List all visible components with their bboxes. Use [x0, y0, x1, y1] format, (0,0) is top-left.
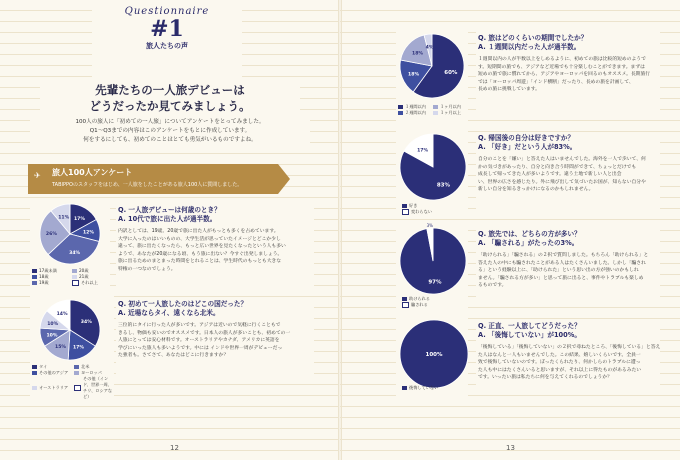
pie-label: 18%: [408, 72, 420, 78]
pie-label: 60%: [444, 70, 458, 77]
legend-item: ２週間以内: [398, 110, 433, 116]
pie-svg: [38, 202, 102, 266]
legend-swatch: [402, 209, 409, 215]
q5-answer: A. 「騙される」がたったの3%。: [478, 239, 579, 247]
pie-label: 3%: [426, 223, 433, 229]
pie-label: 17%: [72, 345, 84, 351]
pie-label: 4%: [425, 45, 434, 51]
q3-block: [478, 34, 662, 94]
banner-arrow: [278, 164, 290, 194]
legend-swatch: [32, 269, 37, 273]
legend-item: 20歳: [72, 268, 112, 274]
q6-block: [478, 322, 662, 382]
legend-item: 騙される: [402, 302, 462, 308]
help-legend: [402, 296, 462, 308]
pie-label: 12%: [82, 230, 94, 236]
legend-item: 助けられる: [402, 296, 462, 302]
q6-question: Q. 正直、一人旅してどうだった？: [478, 322, 581, 330]
legend-swatch: [74, 385, 81, 391]
legend-item: １ヶ月以上: [433, 110, 468, 116]
q4-question: Q. 帰国後の自分は好きですか？: [478, 134, 575, 142]
page-number: 13: [506, 444, 515, 452]
plane-icon: ✈: [34, 171, 41, 180]
header-word: Questionnaire: [124, 6, 210, 17]
pie-svg: [398, 132, 468, 202]
pie-label: 100%: [425, 352, 443, 358]
q3-answer: A. １週間以内だった人が過半数。: [478, 43, 581, 51]
q1-body: 内訳としては、19歳、20歳で旅に出た人がもっとも多くを占めています。 大学に入ったのはいいものの、大学生活が思っていたイメージとどこか少し 違って、旅に出たくなったら、もっと広い世界を見たくなったという人も多い ようで、あなたが20歳になる頃、もう旅に出ない？今すぐ出発しましょう。 旅に出るためのまとまった時間をとれることは、学生時代のもっとも大きな 特権の一つなのでしょう。: [118, 229, 286, 272]
q6-body: 「後悔している」「後悔していない」の２択で尋ねたところ、「後悔している」と答え た人はなんと一人もいませんでした。この結果、嬉しいくらいです。全員一 致で後悔していないのです。ぼったくられたり、何かしらのトラブルに遭っ た人も中にはたくさんいると思いますが、それ以上に得たものがあるみたい です。いったい旅は私たちに何を与えてくれるのでしょうか？: [478, 345, 661, 381]
legend-swatch: [402, 297, 407, 301]
legend-item: 17歳未満: [32, 268, 72, 274]
legend-item: １週間以内: [398, 104, 433, 110]
q1-answer: A. 10代で旅に出た人が過半数。: [118, 215, 217, 223]
pie-svg: [398, 318, 470, 390]
q4-answer: A. 「好き」だという人が83%。: [478, 143, 577, 151]
q2-block: [118, 300, 314, 360]
legend-swatch: [32, 386, 37, 390]
duration-legend: [398, 104, 468, 116]
legend-item: その他のアジア: [32, 370, 74, 376]
pie-label: 18%: [412, 51, 424, 57]
page-title: 先輩たちの一人旅デビューは どうだったか見てみましょう。: [89, 83, 251, 113]
pie-label: 10%: [47, 322, 59, 328]
q6-answer: A. 「後悔していない」が100%。: [478, 331, 581, 339]
pie-svg: [398, 32, 466, 100]
legend-swatch: [433, 111, 438, 115]
legend-swatch: [32, 275, 37, 279]
legend-swatch: [433, 105, 438, 109]
pie-label: 26%: [45, 231, 57, 237]
self-legend: [402, 203, 462, 215]
q3-body: １週間以内の人が半数以上をしめるように、初めての旅は比較的短めのようで す。短期間の旅でも、アジアなど近場でも十分楽しむことができます。まずは 短めの旅で旅に慣れてから、アジアやヨーロッパを回るのもオススメ。長期旅行 では「ヨーロッパ周遊」「インド横断」だったり、長めの旅を計画して、 長めの旅に挑戦しています。: [478, 57, 651, 93]
q2-answer: A. 近場ならタイ、遠くなら北米。: [118, 309, 220, 317]
legend-item: 18歳: [32, 274, 72, 280]
right-page: [340, 0, 680, 460]
q1-block: [118, 206, 314, 274]
legend-item: 後悔していない: [402, 385, 462, 391]
regret-legend: [402, 385, 462, 391]
legend-swatch: [402, 302, 409, 308]
header-subtitle: 旅人たちの声: [146, 42, 188, 50]
banner-subtitle: TABIPPOのスタッフをはじめ、一人旅をしたことがある旅人100人に質問しました。: [52, 182, 243, 188]
legend-swatch: [402, 204, 407, 208]
legend-item: ヨーロッパ: [74, 370, 116, 376]
pie-label: 11%: [58, 215, 70, 221]
pie-label: 17%: [73, 216, 85, 222]
questionnaire-header: [92, 6, 242, 51]
self-pie-chart: [398, 132, 468, 202]
legend-swatch: [72, 269, 77, 273]
age-legend: [32, 268, 112, 286]
legend-swatch: [32, 371, 37, 375]
country-pie-chart: [38, 298, 102, 362]
age-pie-chart: [38, 202, 102, 266]
legend-swatch: [72, 280, 79, 286]
legend-swatch: [74, 365, 79, 369]
legend-swatch: [32, 365, 37, 369]
legend-swatch: [32, 281, 37, 285]
legend-item: タイ: [32, 364, 74, 370]
pie-label: 10%: [46, 333, 58, 339]
q5-question: Q. 旅先では、どちらの方が多い？: [478, 230, 581, 238]
banner-title: 旅人100人アンケート: [52, 168, 133, 177]
q3-question: Q. 旅はどのくらいの期間でしたか？: [478, 34, 588, 42]
legend-item: 好き: [402, 203, 462, 209]
pie-label: 15%: [55, 345, 67, 351]
pie-svg: [38, 298, 102, 362]
legend-item: 北米: [74, 364, 116, 370]
q2-question: Q. 初めて一人旅したのはどこの国だった？: [118, 300, 248, 308]
legend-swatch: [398, 111, 403, 115]
legend-swatch: [402, 386, 407, 390]
legend-item: オーストラリア: [32, 376, 74, 400]
legend-swatch: [398, 105, 403, 109]
q4-block: [478, 134, 662, 194]
regret-pie-chart: [398, 318, 470, 390]
country-legend: [32, 364, 116, 400]
legend-item: 21歳: [72, 274, 112, 280]
legend-swatch: [74, 371, 79, 375]
header-number: #1: [150, 16, 184, 42]
q2-body: 三位的にタイに行った人が多いです。アジアは近いので気軽に行くこともで きるし、物価も安いのでオススメです。日本人の旅人が多いことも、初めての一 人旅にとっては安心材料です。オーストラリアやカナダ、アメリカに英語を 学びにいった旅人も多いようです。中には インドや世界一周がデビューだっ た強者も。さてさて、あなたはどこに行きますか？: [118, 323, 291, 359]
pie-label: 34%: [80, 320, 92, 326]
pie-svg: [398, 223, 468, 296]
pie-label: 83%: [436, 182, 451, 189]
legend-swatch: [72, 275, 77, 279]
legend-item: 19歳: [32, 280, 72, 286]
duration-pie-chart: [398, 32, 466, 100]
pie-label: 17%: [417, 148, 429, 154]
legend-item: その他（インド、世界一周、チリ、ロシアなど）: [74, 376, 116, 400]
legend-item: 変わらない: [402, 209, 462, 215]
q5-body: 「助けられる」「騙される」の２択で質問しました。もちろん「助けられる」と 答えた人の中にも騙されたことがある人はたくさんいました。しかし「騙され る」という経験以上に、「助けられた」という思い出の方が強いのかもしれ ません。「騙される方が多い」と思って旅に出ると、事件やトラブルも楽しめ るものです。: [478, 253, 649, 289]
pie-label: 97%: [428, 279, 442, 286]
legend-item: １ヶ月以内: [433, 104, 468, 110]
page-number: 12: [170, 444, 179, 452]
pie-label: 14%: [56, 312, 68, 318]
q5-block: [478, 230, 662, 290]
q4-body: 自分のことを「嫌い」と答えた人はいませんでした。海外を一人で歩いて、何 かの気づきがあったり、自分と向き合う時間ができて、ちょっとだけでも 成長して帰ってきた人が多いようです。違う土地で新しい人と出会 い、世界の広さを感じたり。外に飛び出して気づいたお国が、知らない自分や 新しい自分を知るきっかけになるのかもしれません。: [478, 157, 646, 193]
q1-question: Q. 一人旅デビューは何歳のとき？: [118, 206, 221, 214]
intro-text: 100人の旅人に「初めての一人旅」についてアンケートをとってみました。 Q1〜Q3までの内容はこのアンケートをもとに作成しています。 何をするにしても、初めてのことはとても勇気がいるものですよね。: [75, 119, 265, 143]
survey-banner: [28, 164, 278, 194]
help-pie-chart: [398, 223, 468, 296]
legend-item: それ以上: [72, 280, 112, 286]
pie-label: 34%: [69, 251, 81, 257]
